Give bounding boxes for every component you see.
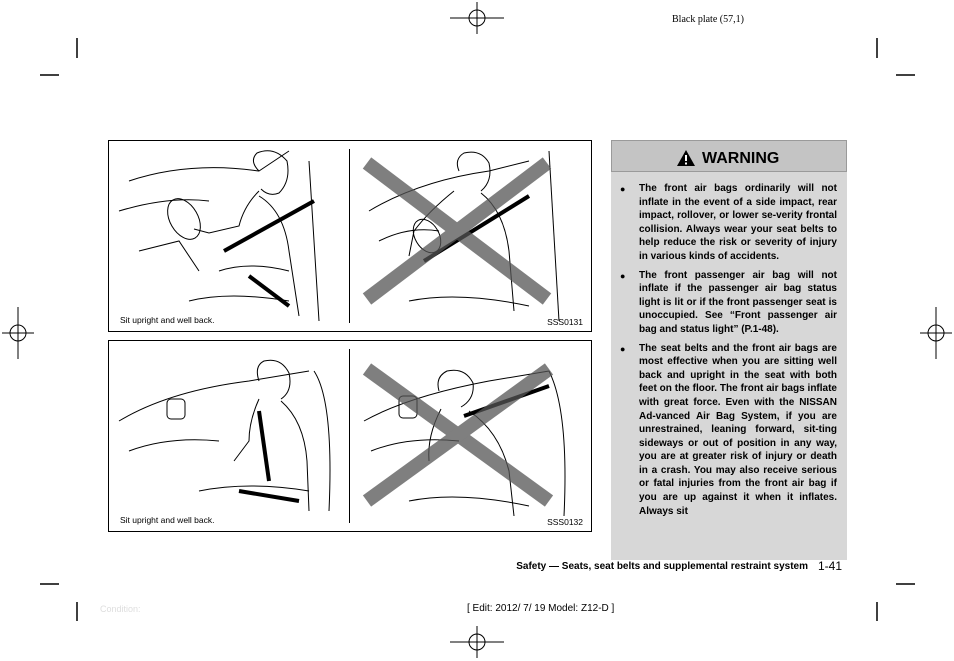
condition-label: Condition: [100, 604, 141, 614]
page-number: 1-41 [818, 559, 843, 573]
registration-mark-icon [450, 626, 504, 658]
warning-title: WARNING [702, 150, 780, 167]
panel-divider [349, 349, 350, 523]
figure-code: SSS0132 [547, 517, 583, 527]
warning-bullet [619, 342, 837, 519]
warning-bullet-text: The front air bags ordinarily will not inflate in the event of a side impact, rear impact, rollover, or lower se-verity frontal collision. Always wear your seat belts to help reduce the risk or severity of injury in various kinds of accidents. [639, 183, 837, 262]
panel-divider [349, 149, 350, 323]
figure-caption: Sit upright and well back. [120, 515, 215, 525]
registration-mark-icon [450, 2, 504, 34]
bullet-dot: ● [620, 343, 626, 354]
bullet-dot: ● [620, 270, 626, 281]
warning-box [611, 140, 847, 560]
warning-bullet-text: The seat belts and the front air bags are most effective when you are sitting well back and upright in the seat with both feet on the floor. The front air bags inflate with great force. Even with the NISSAN Ad-vanced Air Bag System, if you are unrestrained, leaning forward, sit-ting sideways or out of position in any way, you are at greater risk of injury or death in a crash. You may also receive serious or fatal injuries from the front air bag if you are up against it when it inflates. Always sit [639, 342, 837, 517]
warning-triangle-icon [676, 149, 696, 167]
incorrect-x-mark [367, 369, 549, 501]
warning-bullet [619, 182, 837, 264]
figure-code: SSS0131 [547, 317, 583, 327]
figure-panel-bottom [108, 340, 592, 532]
warning-list [619, 182, 837, 523]
edit-info: [ Edit: 2012/ 7/ 19 Model: Z12-D ] [467, 603, 615, 614]
black-plate-label: Black plate (57,1) [672, 14, 744, 25]
figure-panel-top [108, 140, 592, 332]
bullet-dot: ● [620, 184, 626, 194]
warning-bullet-text: The front passenger air bag will not inflate if the passenger air bag status light is lit or if the front passenger seat is unoccupied. See “Front passenger air bag and status light” (P.1-48). [639, 269, 837, 335]
figure-caption: Sit upright and well back. [120, 315, 215, 325]
warning-bullet [619, 269, 837, 337]
section-title: Safety — Seats, seat belts and supplemental restraint system [516, 561, 808, 572]
seating-illustration-top [109, 141, 593, 333]
warning-header [611, 140, 847, 172]
seating-illustration-bottom [109, 341, 593, 533]
incorrect-x-mark [367, 163, 547, 299]
registration-mark-icon [920, 307, 952, 359]
registration-mark-icon [2, 307, 34, 359]
